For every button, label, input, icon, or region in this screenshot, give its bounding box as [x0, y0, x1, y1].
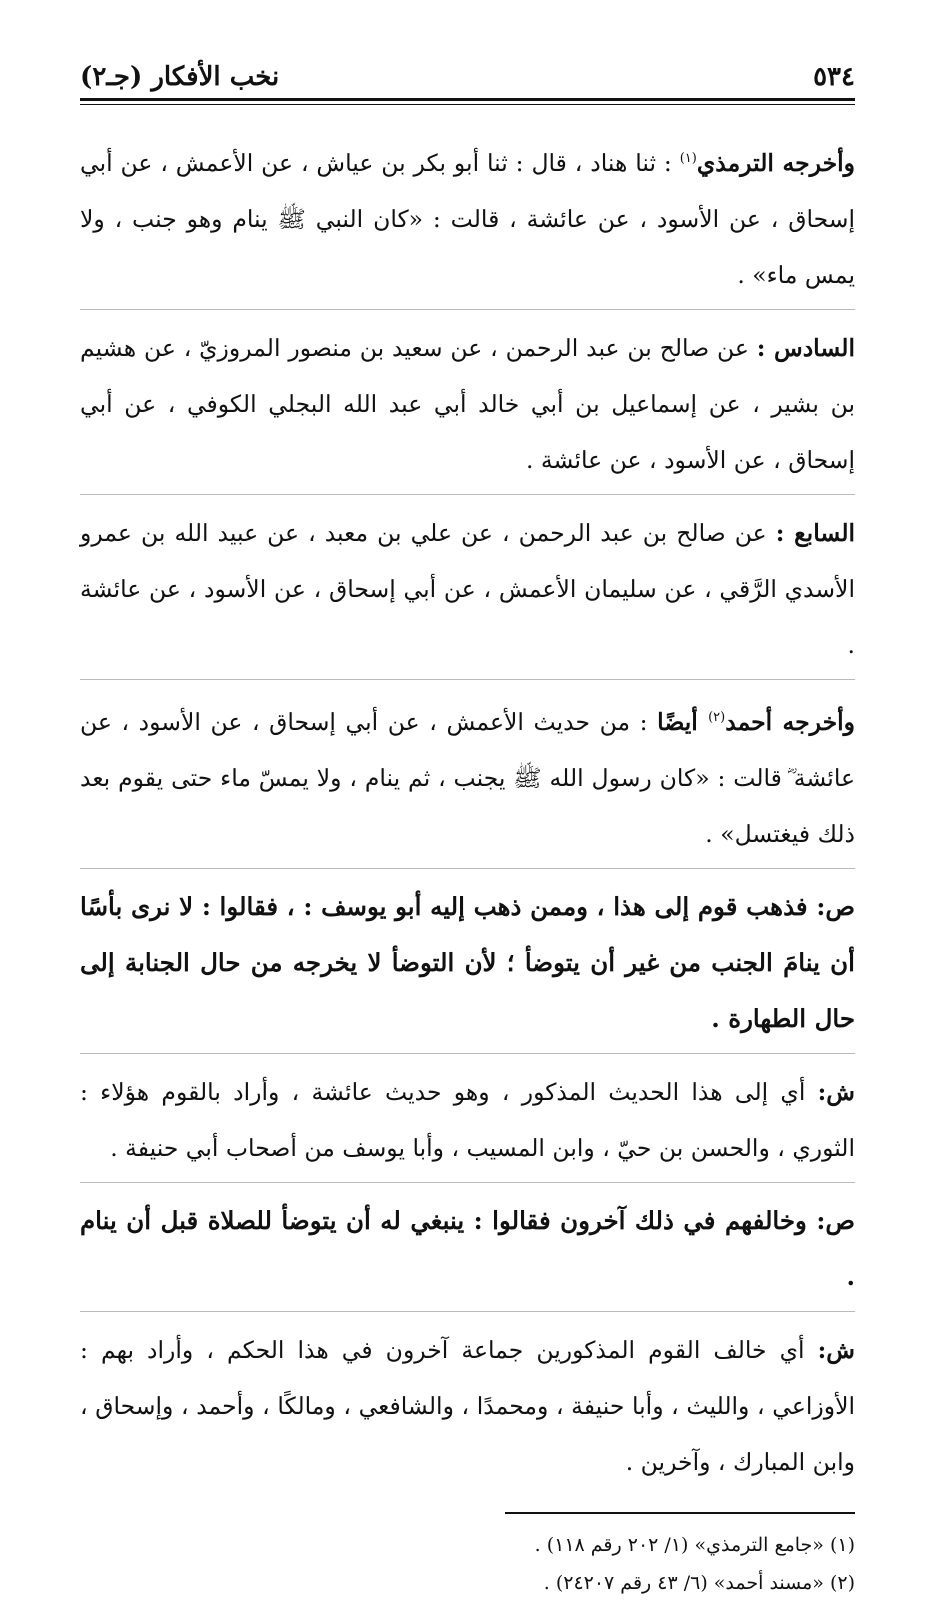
paragraph-shin-1	[80, 1064, 855, 1176]
footnote-rule	[505, 1512, 855, 1514]
paragraph-lead-2: أيضًا	[657, 707, 709, 736]
paragraph-separator	[80, 309, 855, 310]
paragraph-lead: السابع :	[775, 518, 856, 547]
paragraph-separator	[80, 679, 855, 680]
page-number: ٥٣٤	[813, 62, 855, 92]
paragraph-separator	[80, 1311, 855, 1312]
paragraph-lead: ص:	[816, 891, 855, 921]
paragraph-tirmidhi	[80, 131, 855, 303]
book-title: نخب الأفكار (جـ٢)	[80, 62, 280, 92]
running-header	[80, 48, 855, 92]
paragraph-lead: السادس :	[756, 333, 855, 362]
footnote-ref: (١)	[679, 151, 697, 166]
footnote-ref: (٢)	[708, 709, 726, 725]
paragraph-lead: ص:	[816, 1205, 855, 1235]
footnote-1: (١) «جامع الترمذي» (١/ ٢٠٢ رقم ١١٨) .	[534, 1533, 855, 1556]
body-text	[80, 131, 855, 1490]
paragraph-sad-1	[80, 879, 855, 1047]
footnote-2: (٢) «مسند أحمد» (٦/ ٤٣ رقم ٢٤٢٠٧) .	[543, 1571, 855, 1594]
header-rule-thick	[80, 98, 855, 101]
paragraph-text: عن صالح بن عبد الرحمن ، عن سعيد بن منصور المروزيّ ، عن هشيم بن بشير ، عن إسماعيل بن أبي خالد أبي عبد الله البجلي الكوفي ، عن أبي إسحاق ، عن الأسود ، عن عائشة .	[80, 333, 855, 474]
footnotes	[80, 1526, 855, 1602]
paragraph-text: وخالفهم في ذلك آخرون فقالوا : ينبغي له أن يتوضأ للصلاة قبل أن ينام .	[80, 1205, 855, 1291]
header-rule-thin	[80, 104, 855, 105]
paragraph-lead: وأخرجه أحمد	[725, 707, 856, 736]
paragraph-seventh	[80, 505, 855, 673]
paragraph-separator	[80, 1182, 855, 1183]
paragraph-text: أي خالف القوم المذكورين جماعة آخرون في هذا الحكم ، وأراد بهم : الأوزاعي ، والليث ، وأبا حنيفة ، ومحمدًا ، والشافعي ، ومالكًا ، وأحمد ، وإسحاق ، وابن المبارك ، وآخرين .	[80, 1335, 855, 1476]
paragraph-sad-2	[80, 1193, 855, 1305]
paragraph-text: فذهب قوم إلى هذا ، وممن ذهب إليه أبو يوسف : ، فقالوا : لا نرى بأسًا أن ينامَ الجنب من غير أن يتوضأ ؛ لأن التوضأ لا يخرجه من حال الجنابة إلى حال الطهارة .	[80, 891, 855, 1033]
paragraph-ahmad	[80, 690, 855, 862]
paragraph-lead: وأخرجه الترمذي	[696, 148, 855, 177]
paragraph-separator	[80, 1053, 855, 1054]
paragraph-shin-2	[80, 1322, 855, 1490]
paragraph-lead: ش:	[817, 1077, 855, 1106]
paragraph-text: : ثنا هناد ، قال : ثنا أبو بكر بن عياش ، عن الأعمش ، عن أبي إسحاق ، عن الأسود ، عن عائشة ، قالت : «كان النبي ﷺ ينام وهو جنب ، ولا يمس ماء» .	[80, 148, 855, 289]
paragraph-sixth	[80, 320, 855, 488]
paragraph-lead: ش:	[817, 1335, 855, 1364]
paragraph-text: عن صالح بن عبد الرحمن ، عن علي بن معبد ، عن عبيد الله بن عمرو الأسدي الرَّقي ، عن سليمان الأعمش ، عن أبي إسحاق ، عن الأسود ، عن عائشة .	[80, 518, 855, 659]
paragraph-separator	[80, 494, 855, 495]
paragraph-text: أي إلى هذا الحديث المذكور ، وهو حديث عائشة ، وأراد بالقوم هؤلاء : الثوري ، والحسن بن حيّ ، وابن المسيب ، وأبا يوسف من أصحاب أبي حنيفة .	[80, 1077, 855, 1162]
paragraph-separator	[80, 868, 855, 869]
paragraph-text: : من حديث الأعمش ، عن أبي إسحاق ، عن الأسود ، عن عائشة ؓ قالت : «كان رسول الله ﷺ يجنب ، ثم ينام ، ولا يمسّ ماء حتى يقوم بعد ذلك فيغتسل» .	[80, 707, 855, 848]
